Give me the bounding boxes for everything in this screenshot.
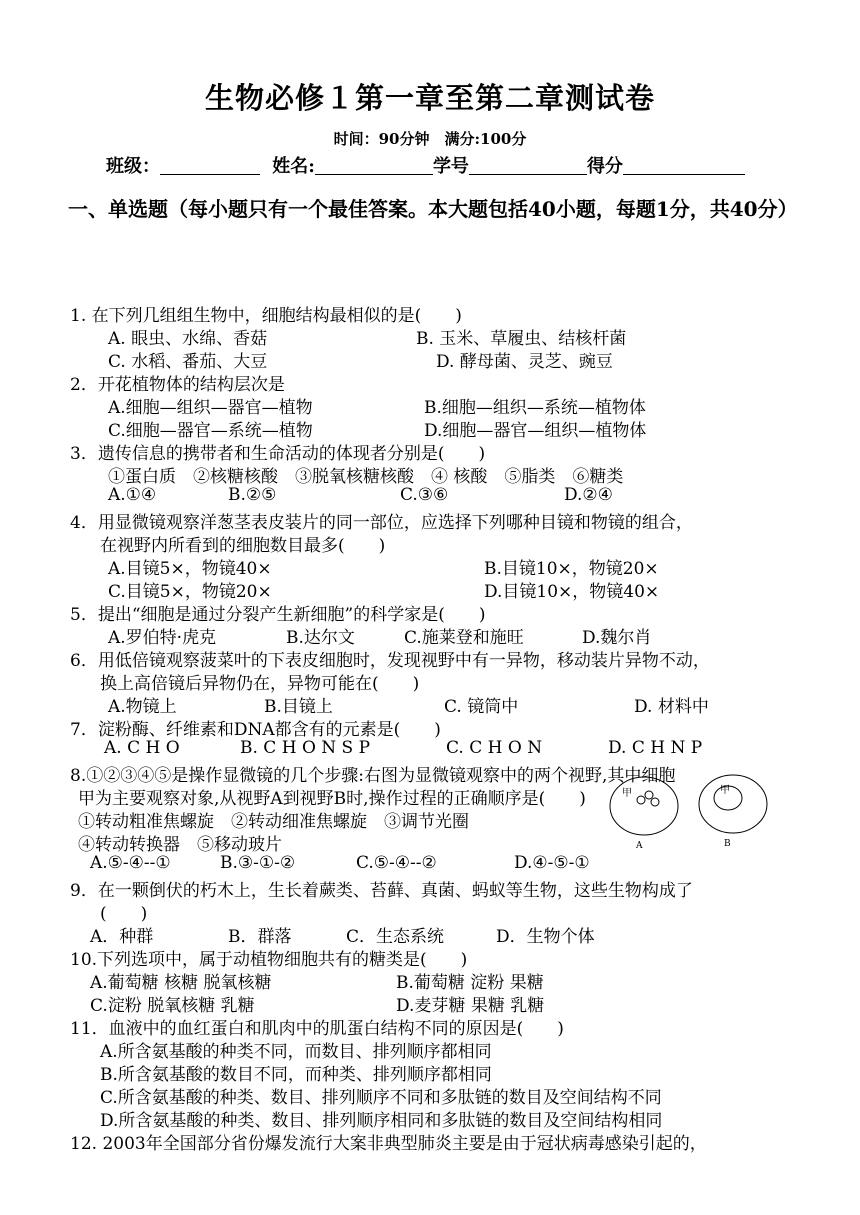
- question-5-option-a[interactable]: A.罗伯特·虎克: [108, 628, 217, 648]
- question-6-option-a[interactable]: A.物镜上: [108, 697, 177, 717]
- question-4-option-a[interactable]: A.目镜5×，物镜40×: [108, 559, 272, 579]
- question-7-option-c[interactable]: C. C H O N: [446, 738, 543, 758]
- question-10-option-d[interactable]: D.麦芽糖 果糖 乳糖: [396, 996, 545, 1016]
- question-4-option-d[interactable]: D.目镜10×，物镜40×: [484, 582, 660, 602]
- question-6-option-c[interactable]: C. 镜筒中: [444, 697, 519, 717]
- question-9-stem-cont: ( ): [100, 904, 148, 924]
- score-label: 得分: [586, 156, 623, 177]
- question-6-stem-cont: 换上高倍镜后异物仍在，异物可能在( ): [100, 674, 420, 694]
- view-b-circle: [699, 775, 767, 833]
- question-9-option-b[interactable]: B．群落: [228, 927, 292, 947]
- question-3-option-a[interactable]: A.①④: [108, 485, 157, 505]
- score-blank[interactable]: [623, 156, 745, 175]
- view-b-cell-label: 甲: [720, 785, 730, 796]
- student-info-line: [106, 152, 745, 178]
- question-11-option-b[interactable]: B.所含氨基酸的数目不同，而种类、排列顺序都相同: [100, 1065, 492, 1085]
- question-4-stem: 4．用显微镜观察洋葱茎表皮装片的同一部位，应选择下列哪种目镜和物镜的组合，: [70, 513, 693, 533]
- class-blank[interactable]: [160, 156, 260, 175]
- view-a-cell-1: [637, 796, 645, 804]
- view-b-label: B: [724, 839, 731, 849]
- question-9-option-a[interactable]: A．种群: [90, 927, 154, 947]
- question-9-option-c[interactable]: C．生态系统: [346, 927, 445, 947]
- question-3-items: ①蛋白质 ②核糖核酸 ③脱氧核糖核酸 ④ 核酸 ⑤脂类 ⑥糖类: [108, 467, 624, 487]
- question-1-option-c[interactable]: C. 水稻、番茄、大豆: [108, 352, 268, 372]
- question-5-stem: 5．提出“细胞是通过分裂产生新细胞”的科学家是( ): [70, 605, 486, 625]
- question-1-option-d[interactable]: D. 酵母菌、灵芝、豌豆: [436, 352, 613, 372]
- question-8-option-b[interactable]: B.③-①-②: [220, 853, 296, 873]
- question-1-option-a[interactable]: A. 眼虫、水绵、香菇: [108, 329, 268, 349]
- question-8-option-c[interactable]: C.⑤-④--②: [356, 853, 437, 873]
- view-a-cell-label: 甲: [622, 788, 632, 799]
- class-label: 班级：: [106, 156, 160, 177]
- question-2-option-b[interactable]: B.细胞—组织—系统—植物体: [424, 398, 646, 418]
- question-4-option-c[interactable]: C.目镜5×，物镜20×: [108, 582, 272, 602]
- question-11-stem: 11．血液中的血红蛋白和肌肉中的肌蛋白结构不同的原因是( ): [70, 1019, 564, 1039]
- question-1-option-b[interactable]: B. 玉米、草履虫、结核杆菌: [416, 329, 627, 349]
- exam-meta: 时间：90分钟 满分:100分: [333, 130, 527, 148]
- section-title: 一、单选题（每小题只有一个最佳答案。本大题包括40小题，每题1分，共40分）: [68, 197, 798, 221]
- question-5-option-b[interactable]: B.达尔文: [286, 628, 355, 648]
- question-8-option-a[interactable]: A.⑤-④--①: [90, 853, 171, 873]
- question-11-option-a[interactable]: A.所含氨基酸的种类不同，而数目、排列顺序都相同: [100, 1042, 492, 1062]
- question-4-stem-cont: 在视野内所看到的细胞数目最多( ): [100, 536, 386, 556]
- question-5-option-d[interactable]: D.魏尔肖: [582, 628, 652, 648]
- question-6-stem: 6．用低倍镜观察菠菜叶的下表皮细胞时，发现视野中有一异物，移动装片异物不动，: [70, 651, 710, 671]
- question-3-option-d[interactable]: D.②④: [564, 485, 613, 505]
- question-8-stem: 8.①②③④⑤是操作显微镜的几个步骤:右图为显微镜观察中的两个视野,其中细胞: [70, 766, 676, 786]
- question-10-option-c[interactable]: C.淀粉 脱氧核糖 乳糖: [90, 996, 255, 1016]
- question-7-option-d[interactable]: D. C H N P: [608, 738, 703, 758]
- question-3-option-b[interactable]: B.②⑤: [228, 485, 277, 505]
- question-2-stem: 2．开花植物体的结构层次是: [70, 375, 285, 395]
- name-label: 姓名:: [272, 156, 315, 177]
- question-11-option-d[interactable]: D.所含氨基酸的种类、数目、排列顺序相同和多肽链的数目及空间结构相同: [100, 1111, 663, 1131]
- question-6-option-d[interactable]: D. 材料中: [634, 697, 709, 717]
- question-10-option-b[interactable]: B.葡萄糖 淀粉 果糖: [396, 973, 544, 993]
- question-11-option-c[interactable]: C.所含氨基酸的种类、数目、排列顺序不同和多肽链的数目及空间结构不同: [100, 1088, 662, 1108]
- question-10-stem: 10.下列选项中，属于动植物细胞共有的糖类是( ): [70, 950, 468, 970]
- question-8-option-d[interactable]: D.④-⑤-①: [514, 853, 590, 873]
- question-7-stem: 7．淀粉酶、纤维素和DNA都含有的元素是( ): [70, 720, 441, 740]
- question-3-option-c[interactable]: C.③⑥: [400, 485, 449, 505]
- view-a-circle: [610, 777, 678, 835]
- view-a-cell-2: [645, 791, 653, 799]
- question-8-items-cont: ④转动转换器 ⑤移动玻片: [78, 835, 282, 855]
- question-1-stem: 1. 在下列几组组生物中，细胞结构最相似的是( ): [70, 306, 462, 326]
- question-2-option-a[interactable]: A.细胞—组织—器官—植物: [108, 398, 313, 418]
- view-a-cell-3: [651, 798, 659, 806]
- question-2-option-d[interactable]: D.细胞—器官—组织—植物体: [424, 421, 647, 441]
- question-8-stem-cont: 甲为主要观察对象,从视野A到视野B时,操作过程的正确顺序是( ): [78, 789, 586, 809]
- question-9-option-d[interactable]: D．生物个体: [496, 927, 595, 947]
- question-2-option-c[interactable]: C.细胞—器官—系统—植物: [108, 421, 313, 441]
- exam-title: 生物必修１第一章至第二章测试卷: [204, 81, 655, 115]
- question-10-option-a[interactable]: A.葡萄糖 核糖 脱氧核糖: [90, 973, 272, 993]
- id-label: 学号: [432, 156, 469, 177]
- microscope-views-figure: [600, 770, 790, 850]
- view-a-label: A: [636, 841, 643, 850]
- question-5-option-c[interactable]: C.施莱登和施旺: [404, 628, 524, 648]
- question-7-option-b[interactable]: B. C H O N S P: [240, 738, 371, 758]
- question-7-option-a[interactable]: A. C H O: [104, 738, 180, 758]
- question-6-option-b[interactable]: B.目镜上: [264, 697, 333, 717]
- question-3-stem: 3．遗传信息的携带者和生命活动的体现者分别是( ): [70, 444, 486, 464]
- question-9-stem: 9．在一颗倒伏的朽木上，生长着蕨类、苔藓、真菌、蚂蚁等生物，这些生物构成了: [70, 881, 693, 901]
- question-4-option-b[interactable]: B.目镜10×，物镜20×: [484, 559, 659, 579]
- name-blank[interactable]: [315, 156, 433, 175]
- question-12-stem: 12. 2003年全国部分省份爆发流行大案非典型肺炎主要是由于冠状病毒感染引起的，: [70, 1134, 707, 1154]
- id-blank[interactable]: [469, 156, 587, 175]
- question-8-items: ①转动粗准焦螺旋 ②转动细准焦螺旋 ③调节光圈: [78, 812, 469, 832]
